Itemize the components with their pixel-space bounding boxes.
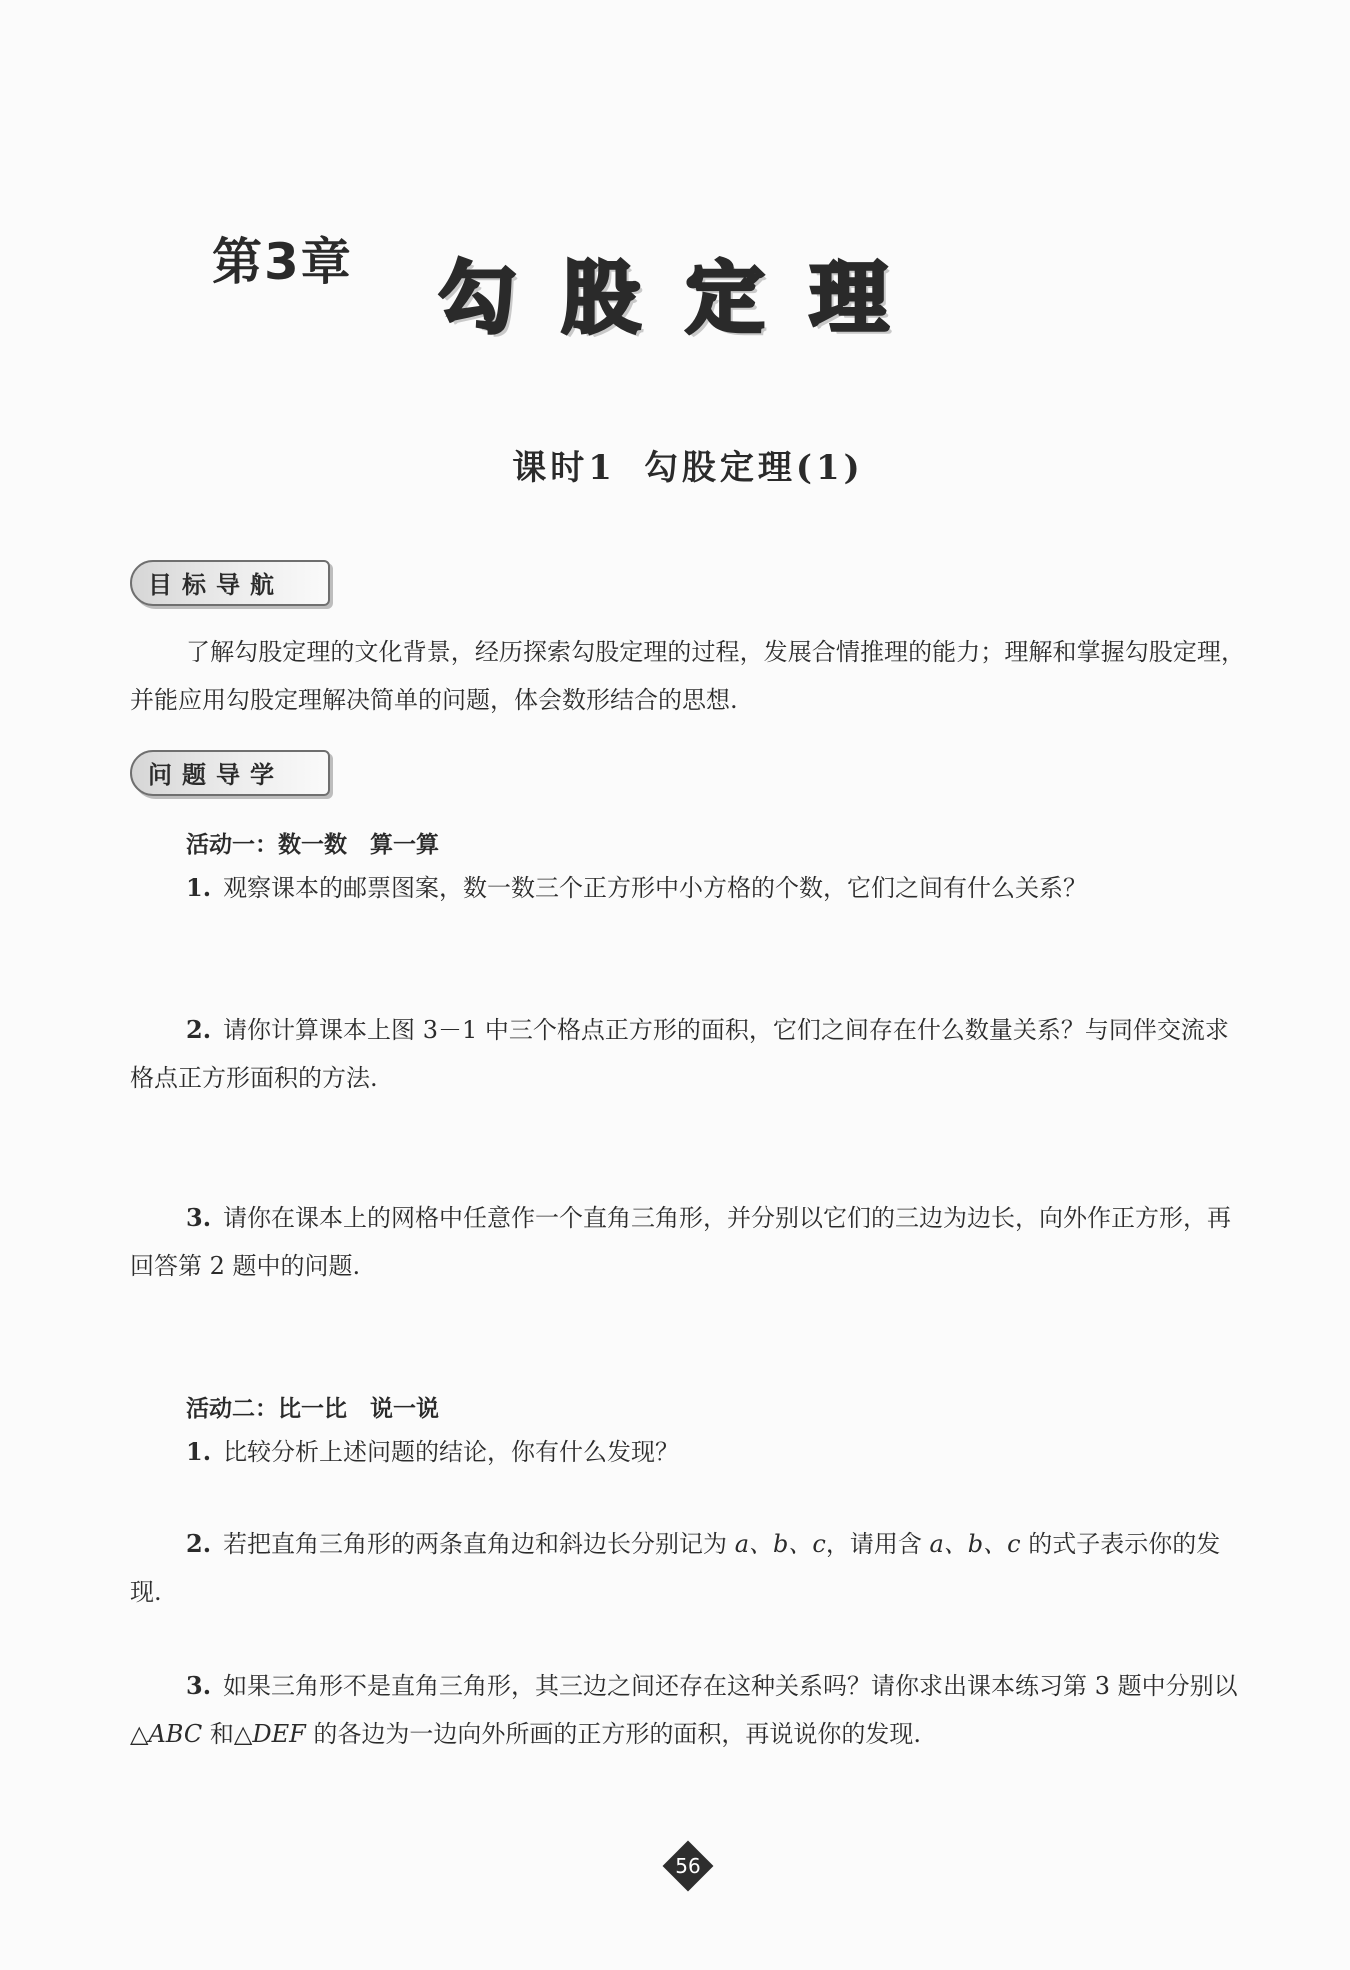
question-text-a: 如果三角形不是直角三角形，其三边之间还存在这种关系吗？请你求出课本练习第 3 题中分别以△	[130, 1672, 1238, 1748]
page-number	[664, 1842, 712, 1890]
activity-2-title: 活动二：比一比 说一说	[186, 1396, 439, 1422]
lesson-name: 勾股定理(1)	[643, 448, 864, 488]
question-number: 3.	[186, 1671, 212, 1700]
question-number: 3.	[186, 1203, 212, 1232]
activity-2-question-1	[130, 1428, 1245, 1476]
question-text: 比较分析上述问题的结论，你有什么发现？	[223, 1438, 680, 1466]
question-number: 2.	[186, 1015, 212, 1044]
activity-2-question-3	[130, 1662, 1245, 1758]
activity-1-title: 活动一：数一数 算一算	[186, 832, 439, 858]
question-text-b: ，请用含	[825, 1530, 930, 1558]
goals-badge: 目标导航	[130, 560, 330, 606]
triangle-def: DEF	[252, 1720, 306, 1748]
activity-1-question-3	[130, 1194, 1245, 1290]
question-text-b: 和△	[202, 1720, 253, 1748]
activity-1-question-2	[130, 1006, 1245, 1102]
chapter-label: 第3章	[212, 233, 353, 291]
chapter-title: 勾股定理	[438, 254, 935, 344]
questions-badge: 问题导学	[130, 750, 330, 796]
activity-2-question-2	[130, 1520, 1245, 1616]
page-number-text: 56	[675, 1854, 701, 1878]
question-number: 1.	[186, 1437, 212, 1466]
goals-text: 了解勾股定理的文化背景，经历探索勾股定理的过程，发展合情推理的能力；理解和掌握勾股定理，并能应用勾股定理解决简单的问题，体会数形结合的思想.	[130, 638, 1245, 714]
question-number: 1.	[186, 873, 212, 902]
question-text: 观察课本的邮票图案，数一数三个正方形中小方格的个数，它们之间有什么关系？	[223, 874, 1088, 902]
triangle-abc: ABC	[148, 1720, 203, 1748]
question-text-c: 的式子表示你的发现.	[130, 1530, 1221, 1606]
activity-1-question-1	[130, 864, 1245, 912]
variables-abc: a、b、c	[929, 1530, 1021, 1558]
variables-abc: a、b、c	[734, 1530, 826, 1558]
question-text: 请你在课本上的网格中任意作一个直角三角形，并分别以它们的三边为边长，向外作正方形，再回答第 2 题中的问题.	[130, 1204, 1232, 1280]
lesson-title	[0, 440, 1350, 489]
question-number: 2.	[186, 1529, 212, 1558]
question-text: 请你计算课本上图 3－1 中三个格点正方形的面积，它们之间存在什么数量关系？与同伴交流求格点正方形面积的方法.	[130, 1016, 1229, 1092]
question-text-a: 若把直角三角形的两条直角边和斜边长分别记为	[223, 1530, 735, 1558]
lesson-label: 课时1	[512, 448, 616, 488]
question-text-c: 的各边为一边向外所画的正方形的面积，再说说你的发现.	[305, 1720, 922, 1748]
